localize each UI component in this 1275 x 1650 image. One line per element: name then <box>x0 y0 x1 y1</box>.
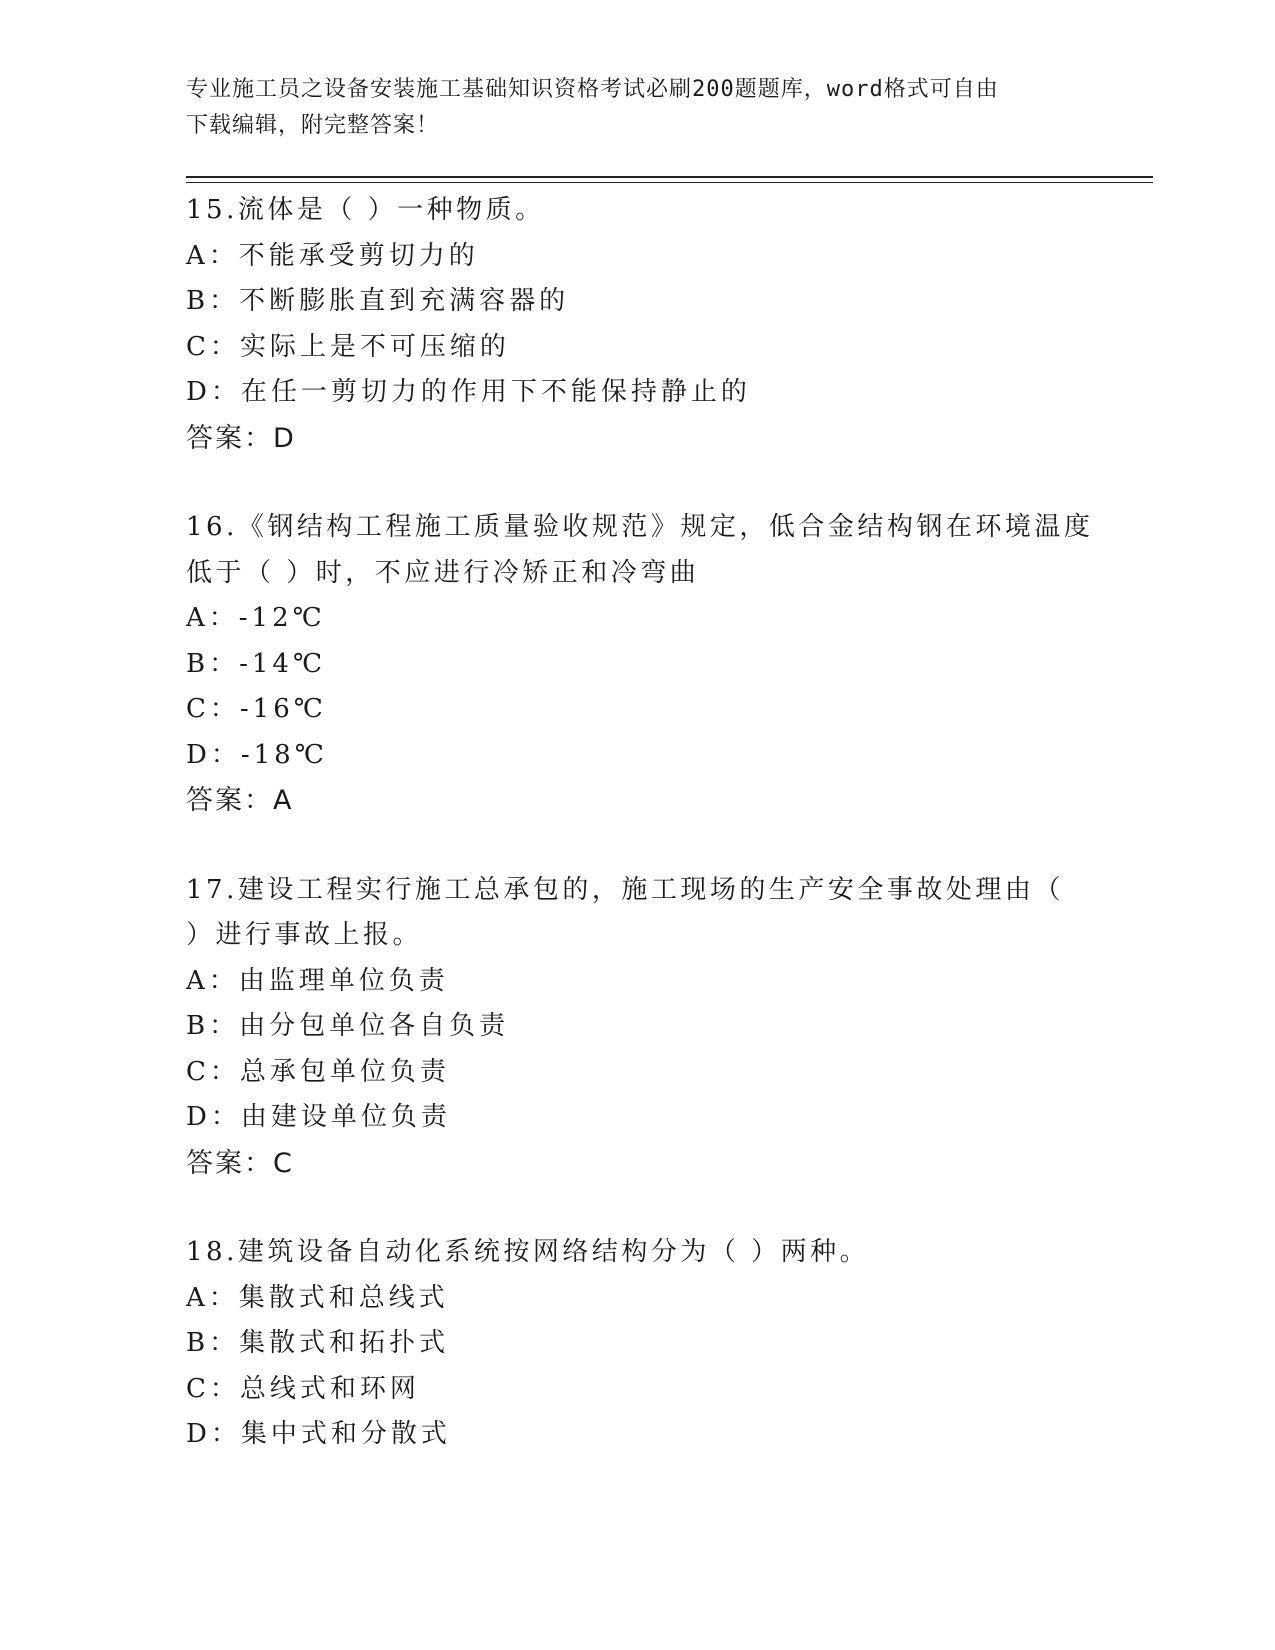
option-c: C：总承包单位负责 <box>186 1056 450 1087</box>
option-d: D：由建设单位负责 <box>186 1102 451 1132</box>
answer-text: 答案：D <box>186 422 296 454</box>
option-c: C：总线式和环网 <box>186 1373 420 1404</box>
option-c: C：-16℃ <box>186 694 327 724</box>
header-divider-thin <box>186 182 1153 183</box>
header-line-1: 专业施工员之设备安装施工基础知识资格考试必刷200题题库，word格式可自由 <box>186 77 999 102</box>
option-d: D：在任一剪切力的作用下不能保持静止的 <box>186 377 751 407</box>
option-d: D：-18℃ <box>186 739 328 770</box>
question-stem <box>186 1230 1086 1276</box>
stem-line: ）进行事故上报。 <box>186 920 423 950</box>
question-18 <box>186 1230 1086 1458</box>
option-d: D：集中式和分散式 <box>186 1419 451 1449</box>
option-a: A：-12℃ <box>186 603 326 633</box>
option-b: B：集散式和拓扑式 <box>186 1328 450 1358</box>
document-header <box>186 72 1086 144</box>
header-divider-thick <box>186 176 1153 178</box>
option-a: A：由监理单位负责 <box>186 965 449 996</box>
question-list <box>186 188 1094 1502</box>
option-c: C：实际上是不可压缩的 <box>186 331 510 362</box>
answer-text: 答案：C <box>186 1147 294 1179</box>
stem-line: 16.《钢结构工程施工质量验收规范》规定，低合金结构钢在环境温度 <box>186 512 1094 542</box>
option-a: A：集散式和总线式 <box>186 1282 449 1313</box>
question-stem <box>186 188 1086 234</box>
stem-line: 15.流体是（ ）一种物质。 <box>186 195 545 225</box>
header-line-2: 下载编辑，附完整答案！ <box>186 113 440 138</box>
stem-line: 17.建设工程实行施工总承包的，施工现场的生产安全事故处理由（ <box>186 874 1064 905</box>
question-17 <box>186 868 1086 1187</box>
option-b: B：不断膨胀直到充满容器的 <box>186 286 570 316</box>
option-b: B：由分包单位各自负责 <box>186 1011 510 1041</box>
question-stem <box>186 505 1094 596</box>
option-b: B：-14℃ <box>186 648 327 679</box>
question-16 <box>186 505 1094 824</box>
stem-line: 18.建筑设备自动化系统按网络结构分为（ ）两种。 <box>186 1237 870 1267</box>
question-stem <box>186 868 1086 959</box>
answer-text: 答案：A <box>186 785 294 816</box>
option-a: A：不能承受剪切力的 <box>186 240 479 271</box>
question-15 <box>186 188 1086 461</box>
stem-line: 低于（ ）时，不应进行冷矫正和冷弯曲 <box>186 557 700 588</box>
